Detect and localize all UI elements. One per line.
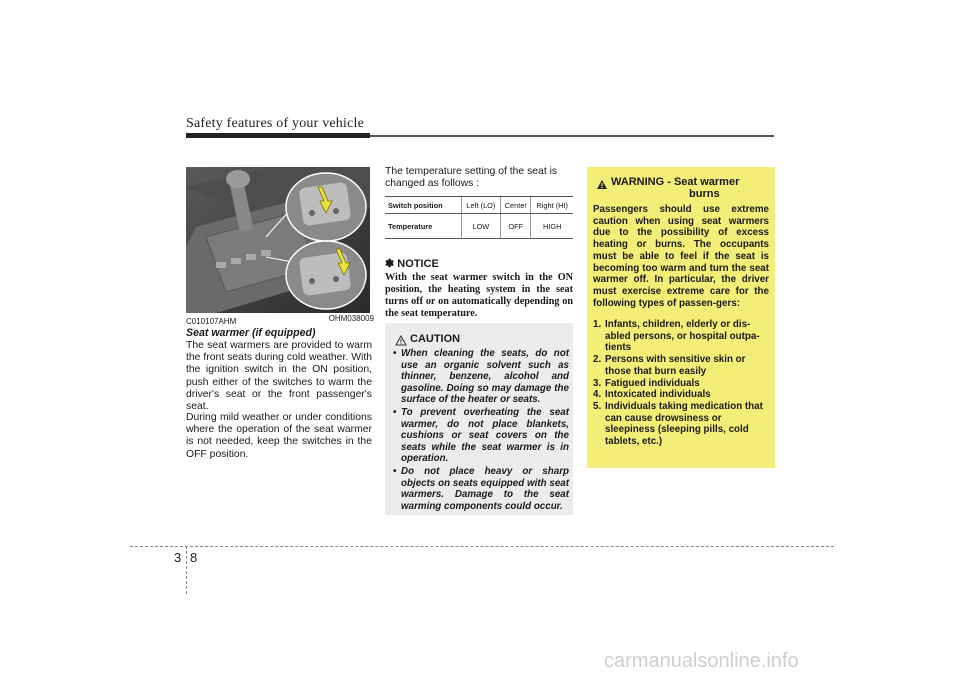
table-cell: Temperature — [385, 214, 461, 239]
warning-intro: Passengers should use extreme caution when using seat warmers due to the possibility of excess heating or burns. The occupants must be able to feel if the seat is becoming too warm and turn the seat warmer off. In particular, the driver must exercise extreme care for the following types of passen-gers: — [593, 204, 769, 309]
table-cell: Center — [501, 197, 531, 214]
seat-warmer-switch-photo — [186, 167, 370, 313]
notice-body: With the seat warmer switch in the ON position, the heating system in the seat turns off or on automatically depending on the seat temperature. — [385, 272, 573, 319]
temperature-table — [385, 196, 573, 239]
body-paragraph: During mild weather or under conditions where the operation of the seat warmer is not needed, keep the switches in the OFF position. — [186, 412, 372, 460]
list-item — [593, 354, 769, 377]
list-item — [393, 348, 569, 406]
list-item — [393, 407, 569, 465]
section-code: C010107AHM — [186, 317, 237, 326]
page-section-number: 3 — [174, 550, 182, 565]
warning-title-line1: WARNING - Seat warmer — [611, 176, 740, 188]
page-header-title: Safety features of your vehicle — [186, 116, 365, 131]
table-cell: LOW — [461, 214, 501, 239]
table-cell: OFF — [501, 214, 531, 239]
list-number: 1. — [593, 319, 602, 330]
table-cell: Left (LO) — [461, 197, 501, 214]
warning-item-text: Infants, children, elderly or dis-abled persons, or hospital outpa-tients — [605, 319, 760, 354]
list-item — [593, 378, 769, 390]
list-item — [593, 319, 769, 354]
list-number: 5. — [593, 400, 602, 412]
caution-item-text: When cleaning the seats, do not use an organic solvent such as thinner, benzene, alcohol and gasoline. Doing so may damage the surface of the heater or seats. — [401, 348, 569, 406]
warning-title — [611, 176, 771, 201]
warning-item-text: Persons with sensitive skin or those that burn easily — [605, 354, 746, 377]
list-item — [593, 401, 769, 448]
temperature-intro: The temperature setting of the seat is changed as follows : — [385, 166, 558, 189]
warning-item-text: Fatigued individuals — [605, 377, 700, 389]
footer-divider — [186, 546, 187, 594]
caution-item-text: To prevent overheating the seat warmer, do not place blankets, cushions or seat covers on the seats while the seat warmer is in operation. — [401, 406, 569, 465]
warning-triangle-icon — [596, 177, 608, 195]
header-tab-bar — [186, 133, 370, 138]
bullet: • — [393, 406, 397, 418]
seat-warmer-illustration — [186, 167, 370, 313]
warning-list — [593, 319, 769, 448]
figure-code: OHM038009 — [328, 314, 374, 323]
section-title: Seat warmer (if equipped) — [186, 327, 316, 339]
warning-item-text: Intoxicated individuals — [605, 389, 711, 401]
table-cell: Switch position — [385, 197, 461, 214]
list-number: 2. — [593, 354, 602, 366]
warning-title-line2: burns — [689, 188, 720, 201]
table-row — [385, 197, 573, 214]
caution-list — [393, 348, 569, 513]
page-number: 8 — [190, 550, 198, 565]
table-cell: Right (HI) — [531, 197, 573, 214]
list-number: 4. — [593, 389, 602, 401]
caution-title: CAUTION — [410, 333, 461, 345]
watermark-text: carmanualsonline.info — [604, 650, 799, 672]
footer-rule — [130, 546, 834, 547]
caution-item-text: Do not place heavy or sharp objects on seats equipped with seat warmers. Damage to the seat warming components could occur. — [401, 465, 569, 512]
notice-title: ✽ NOTICE — [385, 258, 439, 270]
warning-item-text: Individuals taking medication that can cause drowsiness or sleepiness (sleeping pills, cold tablets, etc.) — [605, 400, 763, 448]
table-row — [385, 214, 573, 239]
bullet: • — [393, 348, 397, 359]
list-item — [393, 466, 569, 512]
table-cell: HIGH — [531, 214, 573, 239]
list-number: 3. — [593, 377, 602, 389]
bullet: • — [393, 465, 397, 477]
body-paragraph: The seat warmers are provided to warm the front seats during cold weather. With the ignition switch in the ON position, push either of the switches to warm the driver's seat or the front passenger's seat. — [186, 340, 372, 413]
list-item — [593, 389, 769, 401]
